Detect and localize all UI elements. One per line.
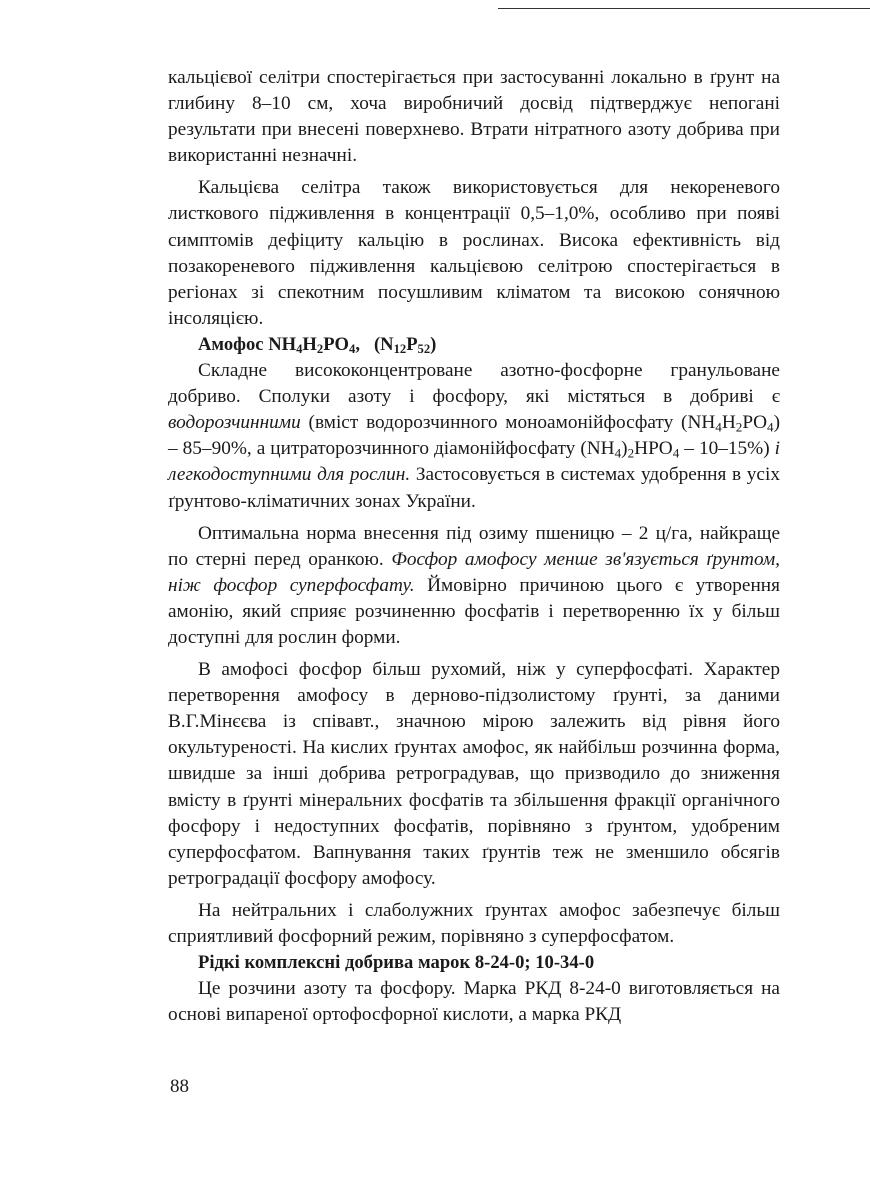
paragraph: Кальцієва селітра також використовується для некореневого листкового підживлення в концентрації 0,5–1,0%, особливо при появі симптомів дефіциту кальцію в рослинах. Висока ефективність від позакореневого підживлення кальцієвою селітрою спостерігається в регіонах зі спекотним посушливим кліматом та високою сонячною інсоляцією.: [168, 177, 780, 329]
page-body: [168, 65, 780, 1028]
paragraph: Оптимальна норма внесення під озиму пшеницю – 2 ц/га, найкраще по стерні перед оранкою. Фосфор амофосу менше зв'язується ґрунтом, ніж фосфор суперфосфату. Ймовірно причиною цього є утворення амонію, який сприяє розчиненню фосфатів і перетворенню їх у більш доступні для рослин форми.: [168, 522, 781, 648]
section-heading-liquid-fertilizers: Рідкі комплексні добрива марок 8-24-0; 10-34-0: [198, 952, 595, 974]
paragraph: На нейтральних і слаболужних ґрунтах амофос забезпечує більш сприятливий фосфорний режим, порівняно з суперфосфатом.: [168, 899, 780, 947]
paragraph: Складне висококонцентроване азотно-фосфорне гранульоване добриво. Сполуки азоту і фосфору, які містяться в добриві є водорозчинними (вміст водорозчинного моноамонійфосфату $(NH_4H_2PO_4) - 85-90\%$, а цитраторозчинного діамонійфосфату $(NH_4)_2HPO_4 - 10-15\%$) і легкодоступними для рослин. Застосовується в системах удобрення в усіх ґрунтово-кліматичних зонах України.: [168, 360, 780, 512]
page-number: 88: [170, 1076, 189, 1097]
paragraph: В амофосі фосфор більш рухомий, ніж у суперфосфаті. Характер перетворення амофосу в дерново-підзолистому ґрунті, за даними В.Г.Мінєєва із співавт., значною мірою залежить від рівня його окультуреності. На кислих ґрунтах амофос, як найбільш розчинна форма, швидше за інші добрива ретроградував, що призводило до зниження вмісту в ґрунті мінеральних фосфатів та збільшення фракції органічного фосфору і недоступних фосфатів, порівняно з ґрунтом, удобреним суперфосфатом. Вапнування таких ґрунтів теж не зменшило обсягів ретроградації фосфору амофосу.: [168, 659, 780, 889]
paragraph: Це розчини азоту та фосфору. Марка РКД 8-24-0 виготовляється на основі випареної ортофосфорної кислоти, а марка РКД: [168, 978, 780, 1026]
header-rule: [498, 8, 870, 9]
paragraph: кальцієвої селітри спостерігається при застосуванні локально в ґрунт на глибину 8–10 см, хоча виробничий досвід підтверджує непогані результати при внесені поверхнево. Втрати нітратного азоту добрива при використанні незначні.: [168, 67, 780, 167]
section-heading-amophos: Амофос $NH_4H_2PO_4$, $(N_{12}P_{52})$: [198, 333, 437, 357]
